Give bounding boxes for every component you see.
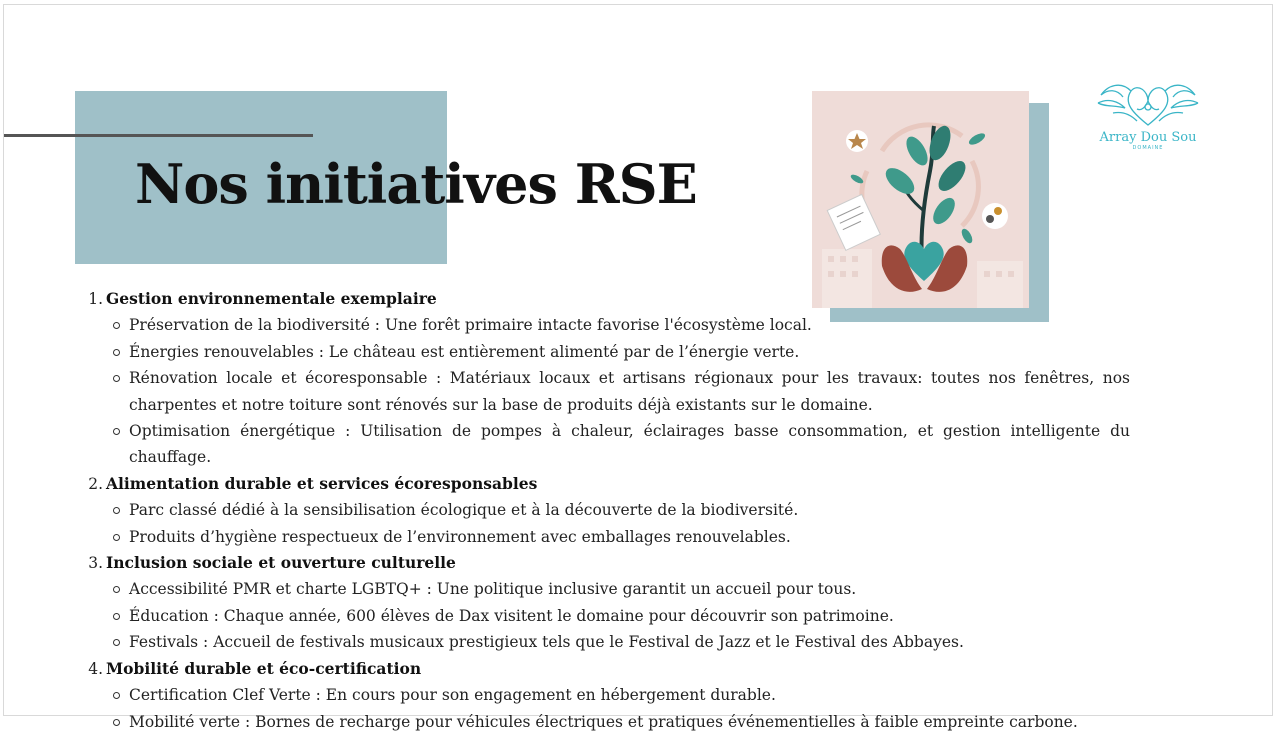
section-title: Mobilité durable et éco-certification [106, 658, 422, 678]
section-food-services [84, 471, 1130, 550]
section-title: Alimentation durable et services écoresponsables [106, 473, 538, 493]
section-inclusion-culture [84, 550, 1130, 656]
logo-name: Array Dou Sou [1099, 130, 1197, 145]
bullet-list [84, 576, 1130, 655]
section-heading [84, 471, 1130, 497]
bullet-list [84, 682, 1130, 735]
section-number: 1. [88, 290, 103, 308]
rse-content [84, 286, 1130, 735]
plant-in-hands-illustration [812, 91, 1029, 308]
logo-subtitle: DOMAINE [1132, 145, 1164, 152]
section-number: 3. [88, 554, 103, 573]
title-rule-line [4, 134, 313, 137]
bullet-item: Rénovation locale et écoresponsable : Matériaux locaux et artisans régionaux pour les travaux: toutes nos fenêtres, nos charpentes et notre toiture sont rénovés sur la base de produits déjà existants sur le domaine. [84, 365, 1130, 418]
plant-in-hands-icon [812, 91, 1029, 308]
ornament-logo-icon [1093, 73, 1203, 131]
slide [3, 4, 1273, 731]
section-heading [84, 550, 1130, 576]
section-title: Gestion environnementale exemplaire [106, 289, 437, 308]
bullet-item: Mobilité verte : Bornes de recharge pour véhicules électriques et pratiques événementielles à faible empreinte carbone. [84, 709, 1130, 735]
bullet-item: Éducation : Chaque année, 600 élèves de Dax visitent le domaine pour découvrir son patrimoine. [84, 603, 1130, 629]
bullet-item: Optimisation énergétique : Utilisation de pompes à chaleur, éclairages basse consommation, et gestion intelligente du chauffage. [84, 418, 1130, 471]
section-environment [84, 286, 1130, 471]
bullet-item: Accessibilité PMR et charte LGBTQ+ : Une politique inclusive garantit un accueil pour tous. [84, 576, 1130, 602]
section-number: 2. [88, 474, 103, 493]
bullet-item: Produits d’hygiène respectueux de l’environnement avec emballages renouvelables. [84, 524, 1130, 550]
slide-title: Nos initiatives RSE [135, 152, 697, 216]
bullet-item: Préservation de la biodiversité : Une forêt primaire intacte favorise l'écosystème local. [84, 312, 1130, 338]
brand-logo [1088, 73, 1208, 163]
bullet-item: Énergies renouvelables : Le château est entièrement alimenté par de l’énergie verte. [84, 339, 1130, 365]
section-title: Inclusion sociale et ouverture culturelle [106, 553, 456, 573]
bullet-item: Parc classé dédié à la sensibilisation écologique et à la découverte de la biodiversité. [84, 497, 1130, 523]
section-mobility-certification [84, 656, 1130, 735]
bullet-item: Certification Clef Verte : En cours pour son engagement en hébergement durable. [84, 682, 1130, 708]
bullet-list [84, 497, 1130, 550]
bullet-item: Festivals : Accueil de festivals musicaux prestigieux tels que le Festival de Jazz et le Festival des Abbayes. [84, 629, 1130, 655]
section-number: 4. [88, 659, 103, 678]
bullet-list [84, 312, 1130, 470]
section-heading [84, 656, 1130, 682]
section-heading [84, 286, 1130, 312]
